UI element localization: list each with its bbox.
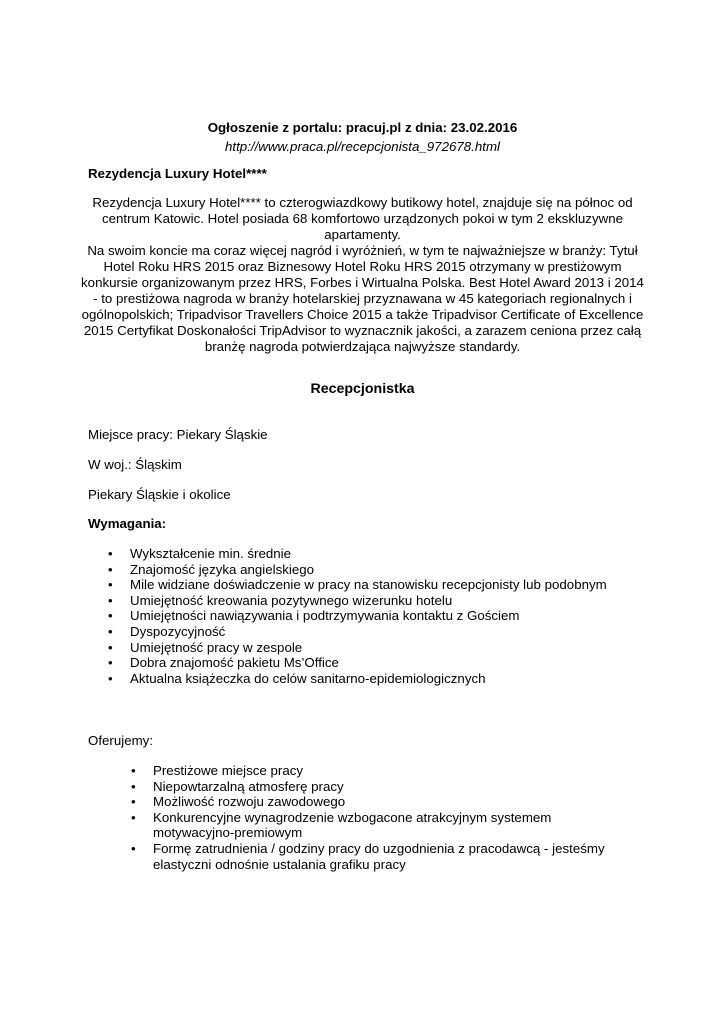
list-item: • Aktualna książeczka do celów sanitarno-epidemiologicznych <box>130 671 690 687</box>
offer-heading: Oferujemy: <box>88 733 154 748</box>
description-paragraph-1: Rezydencja Luxury Hotel**** to czterogwiazdkowy butikowy hotel, znajduje się na północ od centrum Katowic. Hotel posiada 68 komfortowo urządzonych pokoi w tym 2 ekskluzywne apartamenty. <box>92 195 633 242</box>
list-item: • Prestiżowe miejsce pracy <box>153 763 623 779</box>
list-item: • Dobra znajomość pakietu Ms’Office <box>130 655 690 671</box>
source-url[interactable]: http://www.praca.pl/recepcjonista_972678.html <box>225 139 500 154</box>
source-title: Ogłoszenie z portalu: pracuj.pl z dnia: 23.02.2016 <box>207 120 518 135</box>
document-header <box>0 118 725 156</box>
offer-list <box>153 763 623 872</box>
list-item: • Umiejętność kreowania pozytywnego wizerunku hotelu <box>130 593 690 609</box>
requirements-list <box>130 546 690 686</box>
list-item: • Mile widziane doświadczenie w pracy na stanowisku recepcjonisty lub podobnym <box>130 577 690 593</box>
job-title: Recepcjonistka <box>310 381 415 397</box>
list-item: • Formę zatrudnienia / godziny pracy do uzgodnienia z pracodawcą - jesteśmy elastyczni odnośnie ustalania grafiku pracy <box>153 841 623 872</box>
list-item: • Umiejętność pracy w zespole <box>130 640 690 656</box>
list-item: • Wykształcenie min. średnie <box>130 546 690 562</box>
list-item: • Konkurencyjne wynagrodzenie wzbogacone atrakcyjnym systemem motywacyjno-premiowym <box>153 810 623 841</box>
list-item: • Możliwość rozwoju zawodowego <box>153 794 623 810</box>
list-item: • Umiejętności nawiązywania i podtrzymywania kontaktu z Gościem <box>130 608 690 624</box>
list-item: • Znajomość języka angielskiego <box>130 562 690 578</box>
job-region: W woj.: Śląskim <box>88 457 182 472</box>
company-name: Rezydencja Luxury Hotel**** <box>88 166 267 181</box>
description-paragraph-2: Na swoim koncie ma coraz więcej nagród i wyróżnień, w tym te najważniejsze w branży: Tytuł Hotel Roku HRS 2015 oraz Biznesowy Hotel Roku HRS 2015 otrzymany w prestiżowym konkursie organizowanym przez HRS, Forbes i Wirtualna Polska. Best Hotel Award 2013 i 2014 - to prestiżowa nagroda w branży hotelarskiej przyznawana w 45 kategoriach regionalnych i ogólnopolskich; Tripadvisor Travellers Choice 2015 a także Tripadvisor Certificate of Excellence 2015 Certyfikat Doskonałości TripAdvisor to wyznacznik jakości, a zarazem ceniona przez całą branżę nagroda potwierdzająca najwyższe standardy. <box>81 243 644 354</box>
list-item: • Dyspozycyjność <box>130 624 690 640</box>
job-location: Miejsce pracy: Piekary Śląskie <box>88 427 268 442</box>
company-description <box>80 195 645 355</box>
job-area: Piekary Śląskie i okolice <box>88 487 231 502</box>
list-item: • Niepowtarzalną atmosferę pracy <box>153 779 623 795</box>
requirements-heading: Wymagania: <box>88 516 167 531</box>
